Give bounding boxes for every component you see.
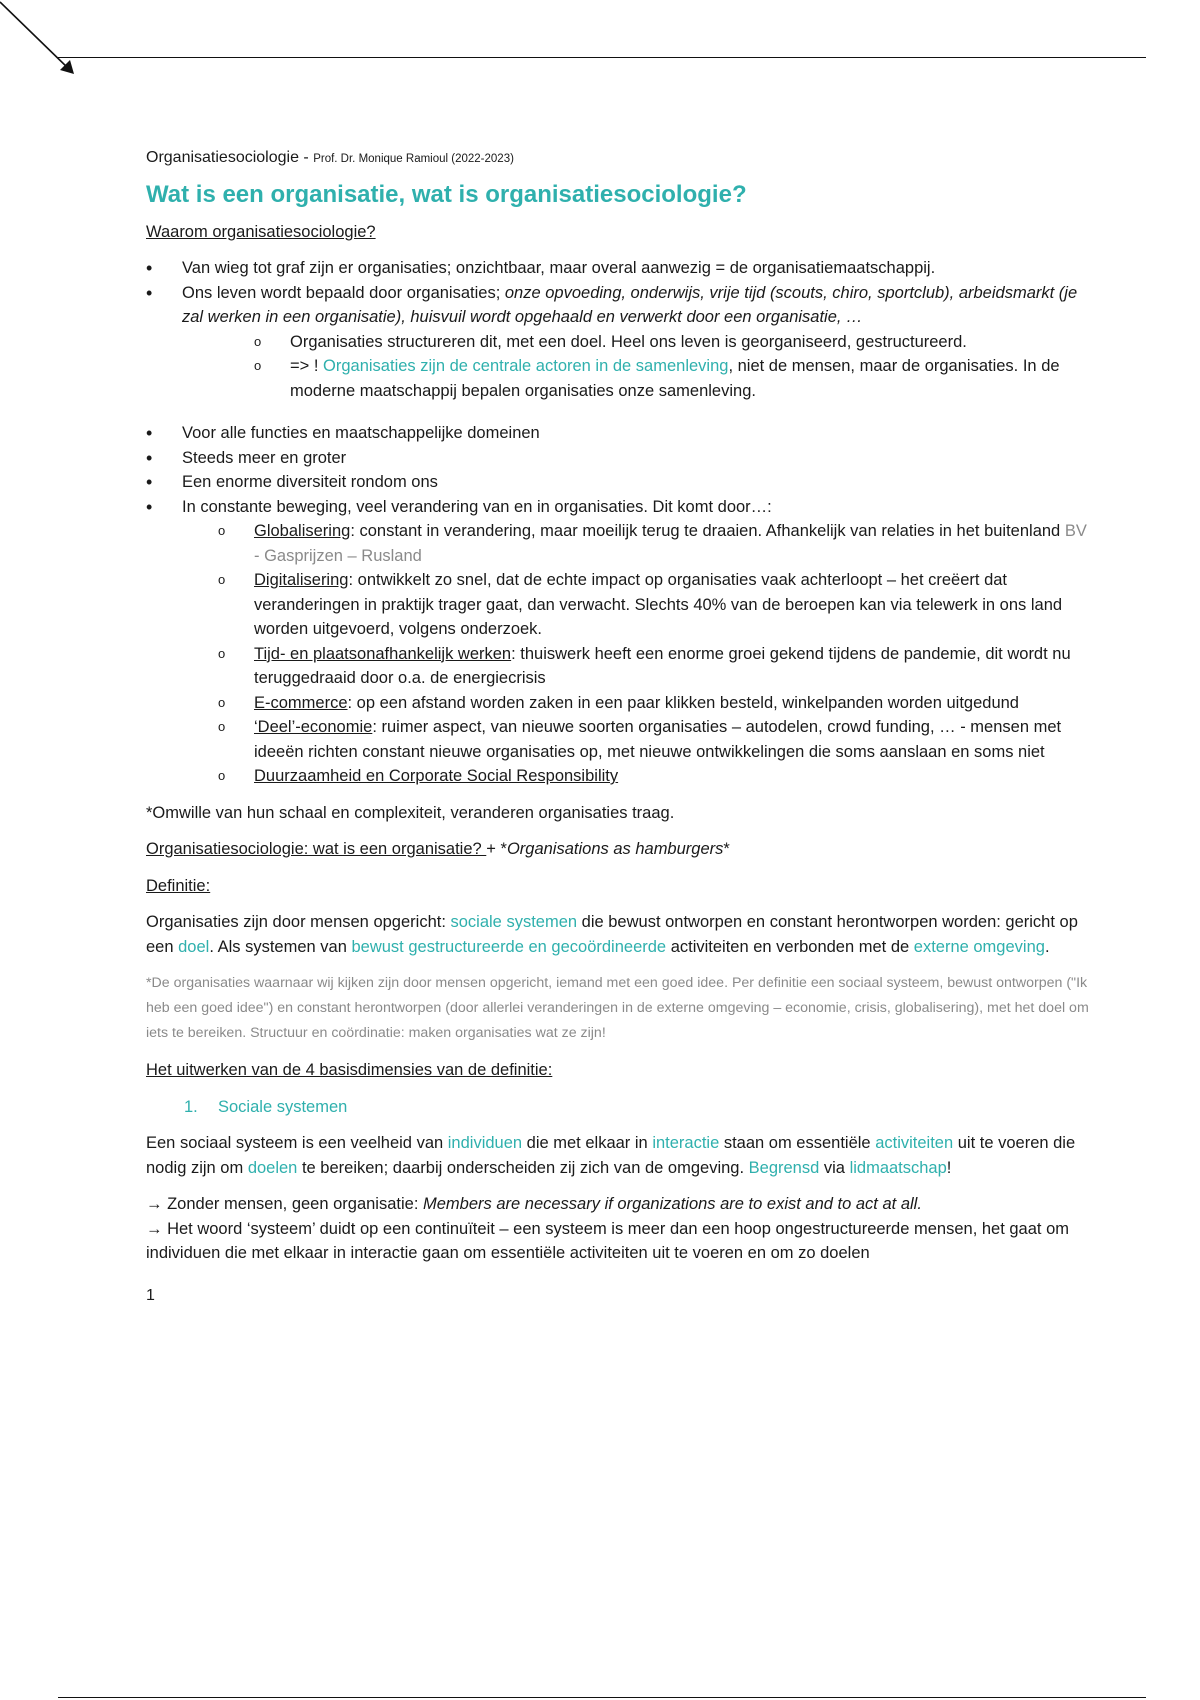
change-text: : thuiswerk heeft een enorme groei gekend tijdens de pandemie, dit wordt nu teruggedraaid door o.a. de energiecrisis [254, 644, 1071, 687]
change-text: : constant in verandering, maar moeilijk terug te draaien. Afhankelijk van relaties in het buitenland [350, 522, 1065, 540]
sub-list-1 [146, 330, 1096, 404]
item-number: 1. [184, 1097, 198, 1116]
corner-arrow-icon [0, 0, 90, 90]
change-term: Tijd- en plaatsonafhankelijk werken [254, 644, 512, 663]
change-term: Globalisering [254, 522, 351, 540]
definition-text: Organisaties zijn door mensen opgericht: [146, 913, 451, 931]
heading-underlined: Organisatiesociologie: wat is een organisatie? [146, 840, 487, 858]
change-text: : ontwikkelt zo snel, dat de echte impact op organisaties vaak achterloopt – het creëert dat veranderingen in praktijk trager gaat, dan verwacht. Slechts 40% van de beroepen kan via telewerk in ons land worden uitgevoerd, volgens onderzoek. [254, 571, 1063, 638]
change-item [146, 691, 1096, 716]
highlight-text: externe omgeving [913, 937, 1045, 956]
paragraph-text: te bereiken; daarbij onderscheiden zij zich van de omgeving. [297, 1158, 749, 1177]
highlight-text: Begrensd [748, 1158, 820, 1177]
definition-paragraph [146, 910, 1096, 959]
section-heading-why: Waarom organisatiesociologie? [146, 222, 376, 241]
header-separator: - [298, 149, 314, 166]
bullet-list-1 [146, 256, 1096, 330]
paragraph-text: staan om essentiële [719, 1134, 876, 1152]
change-term: Duurzaamheid en Corporate Social Responsibility [254, 767, 619, 785]
heading-extra: * [723, 840, 730, 858]
arrow-line-2: → Het woord ‘systeem’ duidt op een continuïteit – een systeem is meer dan een hoop ongestructureerde mensen, het gaat om individuen die met elkaar in interactie gaan om essentiële activiteiten uit te voeren en om zo doelen [146, 1219, 1070, 1262]
bullet-item: • In constante beweging, veel verandering van en in organisaties. Dit komt door…: [146, 495, 1096, 520]
bullet-text: Ons leven wordt bepaald door organisaties; [182, 283, 505, 302]
change-item [146, 642, 1096, 691]
definition-text: activiteiten en verbonden met de [666, 937, 914, 956]
bullet-item [146, 281, 1096, 330]
bullet-item: • Van wieg tot graf zijn er organisaties; onzichtbaar, maar overal aanwezig = de organisatiemaatschappij. [146, 256, 1096, 281]
page-title: Wat is een organisatie, wat is organisatiesociologie? [146, 180, 747, 208]
social-system-paragraph [146, 1131, 1096, 1180]
change-item [146, 568, 1096, 642]
change-text: : ruimer aspect, van nieuwe soorten organisaties – autodelen, crowd funding, … - mensen met ideeën richten constant nieuwe organisaties op, met nieuwe ontwikkelingen die soms aanslaan en soms niet [254, 718, 1062, 761]
highlight-text: individuen [447, 1134, 523, 1152]
highlight-text: interactie [652, 1134, 720, 1152]
highlight-text: sociale systemen [450, 913, 578, 931]
page-content [146, 146, 1096, 1308]
note-text: *Omwille van hun schaal en complexiteit, veranderen organisaties traag. [146, 803, 675, 822]
highlight-text: doelen [247, 1158, 298, 1177]
sub-item [146, 354, 1096, 403]
bullet-item: • Voor alle functies en maatschappelijke domeinen [146, 421, 1096, 446]
highlight-text: activiteiten [875, 1134, 954, 1152]
definition-text: . [1044, 937, 1050, 956]
definition-label: Definitie: [146, 876, 211, 895]
sub-text: , niet de mensen, maar de organisaties. In de moderne maatschappij bepalen organisaties onze samenleving. [290, 357, 1060, 400]
sub-text: => ! [290, 357, 324, 375]
sub-item: o Organisaties structureren dit, met een doel. Heel ons leven is georganiseerd, gestructureerd. [146, 330, 1096, 355]
definition-text: . Als systemen van [209, 937, 352, 956]
arrow-line-1 [146, 1192, 1096, 1217]
course-name: Organisatiesociologie [146, 149, 299, 166]
change-term: Digitalisering [254, 571, 349, 589]
numbered-heading [146, 1095, 1096, 1120]
arrow-text: → Zonder mensen, geen organisatie: [146, 1195, 423, 1213]
explanatory-quote: *De organisaties waarnaar wij kijken zijn door mensen opgericht, iemand met een goed idee. Per definitie een sociaal systeem, bewust ontworpen ("Ik heb een goed idee") en constant herontworpen (door allerlei veranderingen in de externe omgeving – economie, crisis, globalisering), met het doel om iets te bereiken. Structuur en coördinatie: maken organisaties wat ze zijn! [146, 975, 1089, 1041]
bullet-list-2 [146, 421, 1096, 519]
change-text: : op een afstand worden zaken in een paar klikken besteld, winkelpanden worden uitgedund [347, 693, 1019, 712]
arrow-text-italic: Members are necessary if organizations are to exist and to act at all. [423, 1195, 922, 1213]
header-rule [58, 57, 1146, 58]
footer-rule [58, 1697, 1146, 1698]
paragraph-text: die met elkaar in [522, 1134, 653, 1152]
bullet-item: • Een enorme diversiteit rondom ons [146, 470, 1096, 495]
change-example: BV - Gasprijzen – Rusland [254, 522, 1087, 565]
change-item [146, 715, 1096, 764]
change-term: E-commerce [254, 693, 348, 712]
page-number: 1 [146, 1286, 155, 1304]
highlight-text: Organisaties zijn de centrale actoren in de samenleving [323, 357, 729, 375]
highlight-text: bewust gestructureerde en gecoördineerde [351, 937, 667, 956]
change-item [146, 764, 1096, 789]
dimensions-heading: Het uitwerken van de 4 basisdimensies van de definitie: [146, 1061, 553, 1079]
change-item [146, 519, 1096, 568]
section-heading-definition [146, 837, 1096, 862]
definition-text: die bewust ontworpen en constant herontworpen worden: gericht op een [146, 913, 1078, 956]
bullet-text-italic: onze opvoeding, onderwijs, vrije tijd (scouts, chiro, sportclub), arbeidsmarkt (je zal werken in een organisatie), huisvuil wordt opgehaald en verwerkt door een organisatie, … [182, 283, 1078, 326]
item-label: Sociale systemen [218, 1097, 348, 1116]
highlight-text: lidmaatschap [849, 1158, 947, 1177]
bullet-item: • Steeds meer en groter [146, 446, 1096, 471]
heading-extra: + * [486, 840, 507, 858]
paragraph-text: via [819, 1158, 850, 1177]
change-term: ‘Deel’-economie [254, 718, 373, 736]
paragraph-text: Een sociaal systeem is een veelheid van [146, 1134, 448, 1152]
paragraph-text: uit te voeren die nodig zijn om [146, 1134, 1076, 1177]
heading-extra-italic: Organisations as hamburgers [506, 840, 724, 858]
running-header [146, 146, 1096, 172]
paragraph-text: ! [946, 1158, 952, 1177]
change-drivers-list [146, 519, 1096, 789]
professor-name: Prof. Dr. Monique Ramioul (2022-2023) [313, 153, 514, 165]
highlight-text: doel [178, 937, 210, 956]
